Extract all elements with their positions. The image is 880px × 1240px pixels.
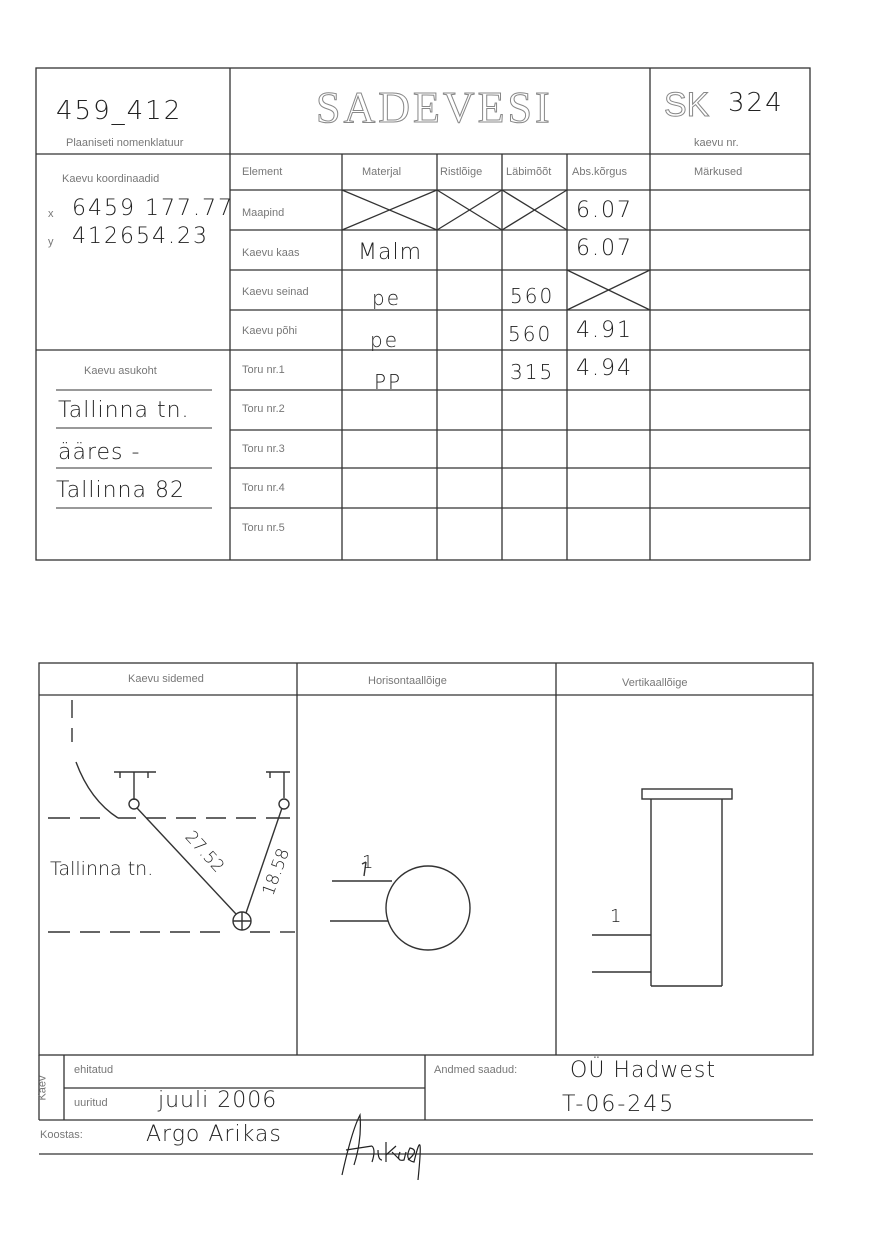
- row-element: Toru nr.4: [242, 482, 285, 494]
- cell-material: pe: [372, 286, 401, 310]
- job-number: T-06-245: [562, 1092, 676, 1117]
- location-line-2: ääres -: [58, 440, 141, 465]
- distance-1: 27.52: [180, 827, 229, 877]
- cell-abs: 4.94: [576, 356, 633, 381]
- row-element: Kaevu põhi: [242, 325, 298, 337]
- sk-prefix: SK: [664, 86, 710, 124]
- col-header-abs: Abs.kõrgus: [572, 166, 628, 178]
- cell-material: Malm: [358, 240, 423, 265]
- ties-label: Kaevu sidemed: [128, 673, 204, 685]
- street-label: Tallinna tn.: [50, 858, 154, 880]
- col-header-diameter: Läbimõõt: [506, 166, 552, 178]
- coords-label: Kaevu koordinaadid: [62, 173, 160, 185]
- vertical-section: [592, 789, 732, 986]
- col-header-notes: Märkused: [694, 166, 743, 178]
- page-title: SADEVESI: [316, 83, 553, 132]
- row-element: Kaevu kaas: [242, 247, 300, 259]
- coord-y-prefix: y: [48, 236, 54, 248]
- row-element: Maapind: [242, 207, 285, 219]
- row-element: Kaevu seinad: [242, 286, 309, 298]
- horizontal-label: Horisontaallõige: [368, 675, 447, 687]
- surveyed-date: juuli 2006: [158, 1088, 278, 1113]
- compiled-label: Koostas:: [40, 1129, 83, 1141]
- company-name: OÜ Hadwest: [570, 1058, 717, 1083]
- location-line-1: Tallinna tn.: [58, 398, 190, 423]
- cell-diameter: 560: [510, 284, 555, 308]
- coord-x-prefix: x: [48, 208, 54, 220]
- data-from-label: Andmed saadud:: [434, 1064, 518, 1076]
- col-header-material: Materjal: [362, 166, 402, 178]
- cell-diameter: 560: [508, 322, 553, 346]
- location-label: Kaevu asukoht: [84, 365, 157, 377]
- location-line-3: Tallinna 82: [56, 478, 185, 503]
- cell-material: pe: [370, 328, 399, 352]
- ties-sketch: [48, 700, 295, 932]
- row-element: Toru nr.5: [242, 522, 285, 534]
- map-number-label: Plaaniseti nomenklatuur: [66, 137, 184, 149]
- well-number: 324: [728, 88, 784, 118]
- kaev-side-label: Kaev: [36, 1075, 49, 1101]
- well-number-label: kaevu nr.: [694, 137, 739, 149]
- col-header-element: Element: [242, 166, 283, 178]
- col-header-cross: Ristlõige: [440, 166, 483, 178]
- cell-abs: 6.07: [576, 236, 633, 261]
- cell-material: PP: [374, 370, 403, 394]
- surveyed-label: uuritud: [74, 1097, 108, 1109]
- horizontal-section: [330, 862, 470, 950]
- pipe-label-vertical: 1: [610, 906, 624, 927]
- coord-x-value: 6459 177.77: [72, 196, 234, 221]
- cell-diameter: 315: [510, 360, 555, 384]
- distance-2: 18.58: [258, 845, 295, 899]
- map-number: 459_412: [56, 96, 183, 126]
- row-element: Toru nr.2: [242, 403, 285, 415]
- vertical-label: Vertikaallõige: [622, 677, 688, 689]
- cell-abs: 4.91: [576, 318, 633, 343]
- signature: [342, 1115, 420, 1180]
- pipe-label-horizontal: 1: [362, 852, 376, 873]
- built-label: ehitatud: [74, 1064, 114, 1076]
- coord-y-value: 412654.23: [72, 224, 209, 249]
- row-element: Toru nr.1: [242, 364, 285, 376]
- author-name: Argo Arikas: [146, 1122, 282, 1147]
- row-element: Toru nr.3: [242, 443, 285, 455]
- cell-abs: 6.07: [576, 198, 633, 223]
